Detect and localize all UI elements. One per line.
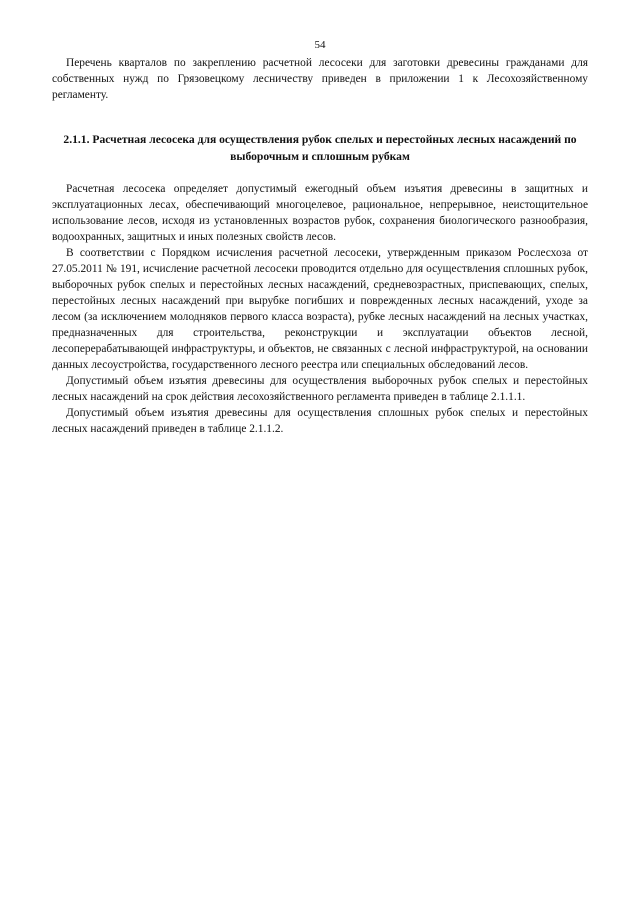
page-number: 54 [314,39,326,51]
section-heading: 2.1.1. Расчетная лесосека для осуществления рубок спелых и перестойных лесных насаждений по выборочным и сплошным рубкам [63,133,577,163]
intro-paragraph: Перечень кварталов по закреплению расчетной лесосеки для заготовки древесины гражданами для собственных нужд по Грязовецкому лесничеству приведен в приложении 1 к Лесохозяйственному регламенту. [52,57,588,101]
section-body [52,181,588,437]
body-paragraph-2: В соответствии с Порядком исчисления расчетной лесосеки, утвержденным приказом Рослесхоза от 27.05.2011 № 191, исчисление расчетной лесосеки проводится отдельно для осуществления сплошных рубок, выборочных рубок спелых и перестойных лесных насаждений, средневозрастных, приспевающих, спелых, перестойных лесных насаждений при вырубке погибших и поврежденных лесных насаждений, уходе за лесом (за исключением молодняков первого класса возраста), рубке лесных насаждений на лесных участках, предназначенных для строительства, реконструкции и эксплуатации объектов лесной, лесоперерабатывающей инфраструктуры, и объектов, не связанных с лесной инфраструктурой, на основании данных лесоустройства, государственного лесного реестра или специальных обследований лесов. [52,247,588,371]
body-paragraph-1: Расчетная лесосека определяет допустимый ежегодный объем изъятия древесины в защитных и эксплуатационных лесах, обеспечивающий многоцелевое, рациональное, непрерывное, неистощительное использование лесов, исходя из установленных возрастов рубок, сохранения биологического разнообразия, водоохранных, защитных и иных полезных свойств лесов. [52,183,588,243]
body-paragraph-3: Допустимый объем изъятия древесины для осуществления выборочных рубок спелых и перестойных лесных насаждений на срок действия лесохозяйственного регламента приведен в таблице 2.1.1.1. [52,375,588,403]
body-paragraph-4: Допустимый объем изъятия древесины для осуществления сплошных рубок спелых и перестойных лесных насаждений приведен в таблице 2.1.1.2. [52,407,588,435]
intro-paragraph-block [52,55,588,103]
